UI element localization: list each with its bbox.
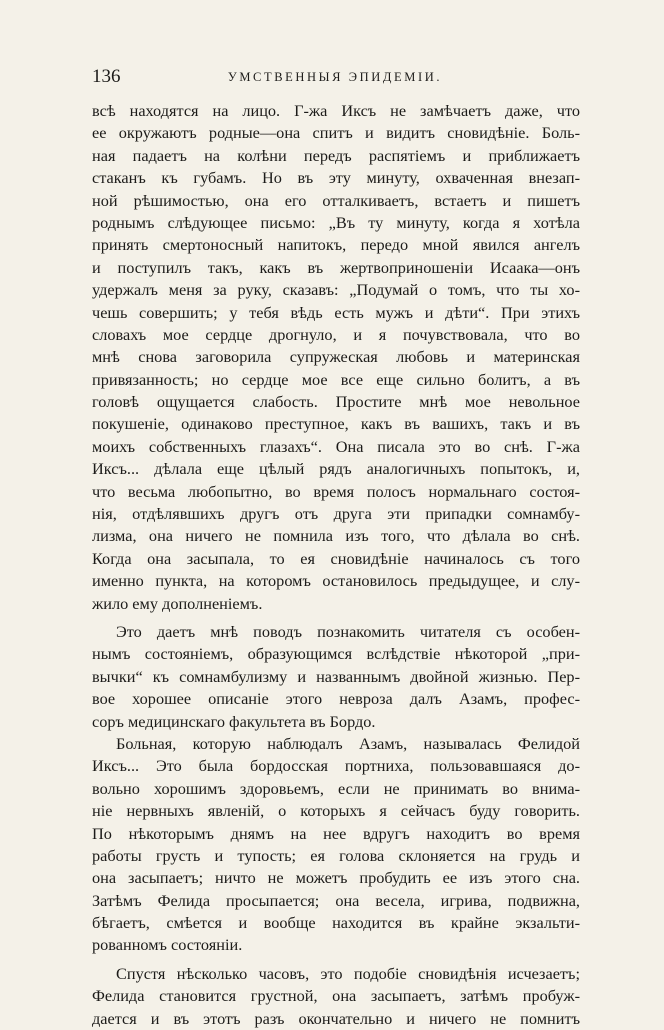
paragraph-end-line: жило ему дополненіемъ. (92, 593, 263, 613)
text-line: бѣгаетъ, смѣется и вообще находится въ крайне экзальти- (92, 913, 580, 933)
text-line: Когда она засыпала, то ея сновидѣніе начиналось съ того (92, 548, 580, 568)
text-line: Фелида становится грустной, она засыпаетъ, затѣмъ пробуж- (92, 986, 580, 1006)
text-line: стаканъ къ губамъ. Но въ эту минуту, охваченная внезап- (92, 168, 580, 188)
text-line: лизма, она ничего не помнила изъ того, что дѣлала во снѣ. (92, 526, 580, 546)
text-line: всѣ находятся на лицо. Г-жа Иксъ не замѣчаетъ даже, что (92, 101, 580, 120)
text-line: дается и въ этотъ разъ окончательно и ничего не помнитъ (92, 1008, 580, 1028)
text-line: нія, отдѣлявшихъ другъ отъ друга эти припадки сомнамбу- (92, 504, 580, 524)
text-line: роднымъ слѣдующее письмо: „Въ ту минуту, когда я хотѣла (92, 212, 580, 232)
text-line: привязанность; но сердце мое все еще сильно болитъ, а въ (92, 369, 580, 389)
text-line: удержалъ меня за руку, сказавъ: „Подумай о томъ, что ты хо- (92, 280, 580, 300)
page-header (92, 66, 578, 90)
text-line: работы грусть и тупость; ея голова склоняется на грудь и (92, 845, 580, 865)
text-line: нымъ состояніемъ, образующимся вслѣдствіе нѣкоторой „при- (92, 644, 580, 664)
paragraph-end-line: рованномъ состояніи. (92, 935, 243, 955)
text-line: Затѣмъ Фелида просыпается; она весела, игрива, подвижна, (92, 890, 580, 910)
text-line: именно пункта, на которомъ остановилось предыдущее, и слу- (92, 571, 580, 591)
text-line: вычки“ къ сомнамбулизму и названнымъ двойной жизнью. Пер- (92, 666, 580, 686)
text-line: мнѣ снова заговорила супружеская любовь и материнская (92, 347, 580, 367)
text-line: Иксъ... дѣлала еще цѣлый рядъ аналогичныхъ попытокъ, и, (92, 459, 580, 479)
text-line: ной рѣшимостью, она его отталкиваетъ, встаетъ и пишетъ (92, 190, 580, 210)
text-line: и поступилъ такъ, какъ въ жертвоприношеніи Исаака—онъ (92, 257, 580, 277)
paragraph-first-line: Больная, которую наблюдалъ Азамъ, называлась Фелидой (116, 733, 580, 753)
text-line: словахъ мое сердце дрогнуло, и я почувствовала, что во (92, 324, 580, 344)
running-title: УМСТВЕННЫЯ ЭПИДЕМІИ. (227, 70, 443, 84)
text-line: ніе нервныхъ явленій, о которыхъ я сейчасъ буду говорить. (92, 801, 580, 821)
paragraph-end-line: соръ медицинскаго факультета въ Бордо. (92, 711, 376, 731)
text-line: ее окружаютъ родные—она спитъ и видитъ сновидѣніе. Боль- (92, 123, 580, 143)
text-line: чешь совершить; у тебя вѣдь есть мужъ и дѣти“. При этихъ (92, 302, 580, 322)
paragraph-first-line: Это даетъ мнѣ поводъ познакомить читателя съ особен- (116, 621, 580, 641)
paragraph-first-line: Спустя нѣсколько часовъ, это подобіе сновидѣнія исчезаетъ; (116, 963, 580, 983)
page-body (92, 100, 580, 1030)
text-line: покушеніе, одинаково преступное, какъ въ вашихъ, такъ и въ (92, 414, 580, 434)
text-line: ная падаетъ на колѣни передъ распятіемъ и приближаетъ (92, 145, 580, 165)
text-line: она засыпаетъ; ничто не можетъ пробудить ее изъ этого сна. (92, 868, 580, 888)
text-line: Иксъ... Это была бордосская портниха, пользовавшаяся до- (92, 756, 580, 776)
text-line: принять смертоносный напитокъ, передо мной явился ангелъ (92, 235, 580, 255)
page-number: 136 (92, 66, 121, 87)
text-line: вое хорошее описаніе этого невроза далъ Азамъ, профес- (92, 689, 580, 709)
text-line: моихъ собственныхъ глазахъ“. Она писала это во снѣ. Г-жа (92, 436, 580, 456)
text-line: что весьма любопытно, во время полосъ нормальнаго состоя- (92, 481, 580, 501)
text-line: головѣ ощущается слабость. Простите мнѣ мое невольное (92, 392, 580, 412)
text-line: По нѣкоторымъ днямъ на нее вдругъ находитъ во время (92, 823, 580, 843)
text-line: вольно хорошимъ здоровьемъ, если не принимать во внима- (92, 778, 580, 798)
